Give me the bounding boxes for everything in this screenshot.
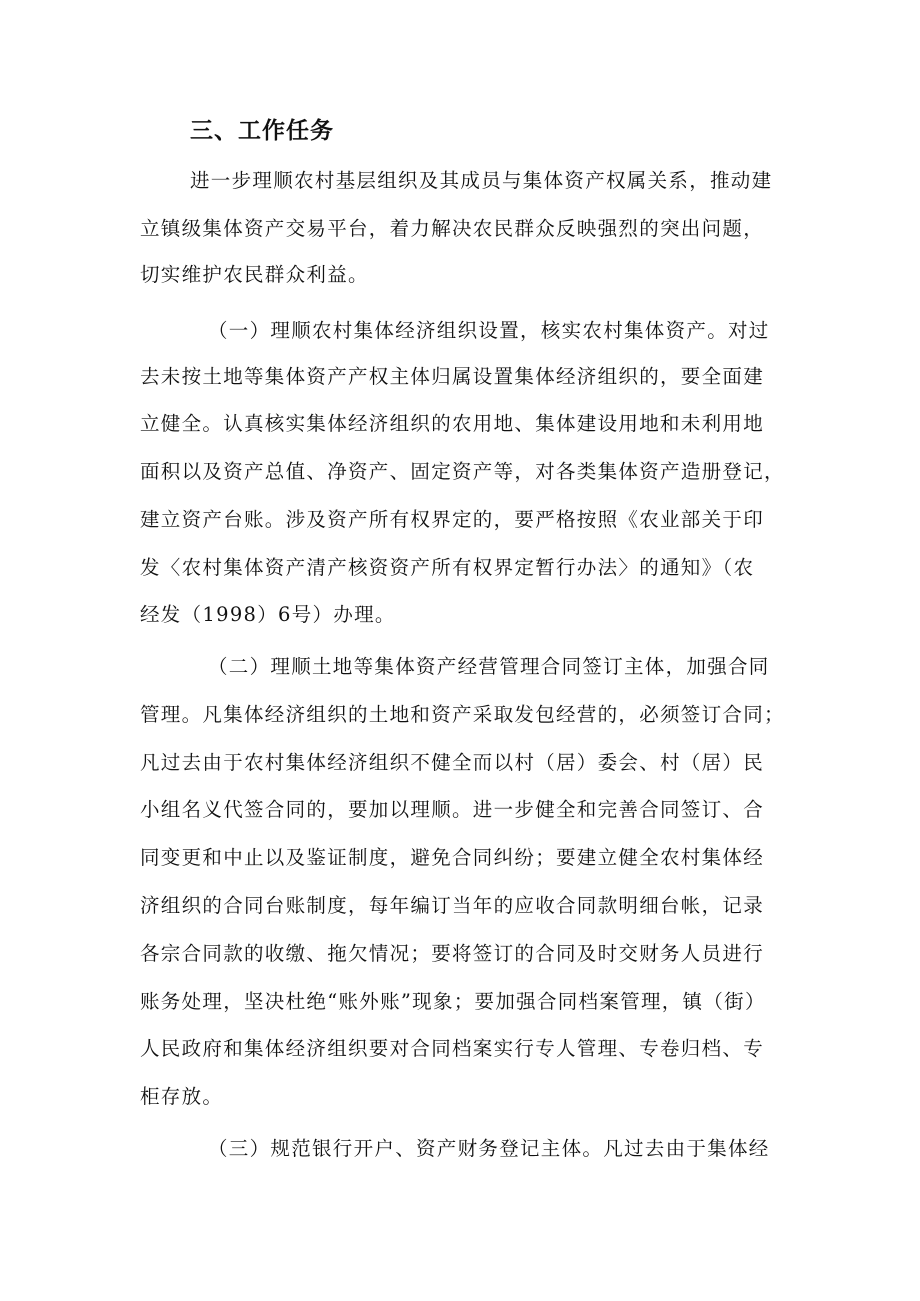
paragraph-line: （一）理顺农村集体经济组织设置，核实农村集体资产。对过 — [208, 319, 770, 342]
paragraph-line: 发〈农村集体资产清产核资资产所有权界定暂行办法〉的通知》（农 — [140, 556, 755, 579]
paragraph-line: 切实维护农民群众利益。 — [140, 263, 369, 286]
paragraph-line: 各宗合同款的收缴、拖欠情况；要将签订的合同及时交财务人员进行 — [140, 942, 765, 965]
paragraph-line: 小组名义代签合同的，要加以理顺。进一步健全和完善合同签订、合 — [140, 798, 765, 821]
paragraph-line: 柜存放。 — [140, 1085, 224, 1108]
paragraph-line: 管理。凡集体经济组织的土地和资产采取发包经营的，必须签订合同； — [140, 703, 785, 726]
paragraph-line: 去未按土地等集体资产产权主体归属设置集体经济组织的，要全面建 — [140, 365, 765, 388]
paragraph-line: 经发（1998）6号）办理。 — [140, 603, 396, 626]
paragraph-line: （三）规范银行开户、资产财务登记主体。凡过去由于集体经 — [208, 1137, 770, 1160]
paragraph-line: 立健全。认真核实集体经济组织的农用地、集体建设用地和未利用地 — [140, 412, 765, 435]
paragraph-line: （二）理顺土地等集体资产经营管理合同签订主体，加强合同 — [208, 655, 770, 678]
paragraph-line: 账务处理，坚决杜绝“账外账”现象；要加强合同档案管理，镇（街） — [140, 990, 766, 1013]
paragraph-line: 进一步理顺农村基层组织及其成员与集体资产权属关系，推动建 — [190, 169, 773, 192]
section-heading: 三、工作任务 — [190, 118, 334, 144]
paragraph-line: 建立资产台账。涉及资产所有权界定的，要严格按照《农业部关于印 — [140, 508, 765, 531]
paragraph-line: 凡过去由于农村集体经济组织不健全而以村（居）委会、村（居）民 — [140, 751, 765, 774]
paragraph-line: 同变更和中止以及鉴证制度，避免合同纠纷；要建立健全农村集体经 — [140, 846, 765, 869]
paragraph-line: 人民政府和集体经济组织要对合同档案实行专人管理、专卷归档、专 — [140, 1037, 765, 1060]
paragraph-line: 面积以及资产总值、净资产、固定资产等，对各类集体资产造册登记， — [140, 460, 785, 483]
paragraph-line: 济组织的合同台账制度，每年编订当年的应收合同款明细台帐，记录 — [140, 894, 765, 917]
paragraph-line: 立镇级集体资产交易平台，着力解决农民群众反映强烈的突出问题， — [140, 217, 765, 240]
